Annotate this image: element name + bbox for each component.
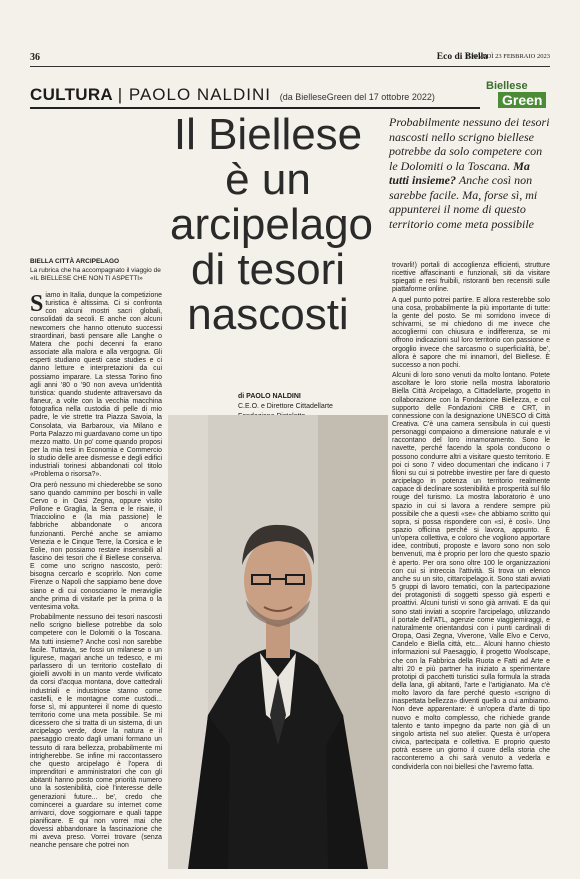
author-photo [168,415,388,869]
section-rule [30,107,480,109]
paragraph: Ora però nessuno mi chiederebbe se sono sano quando cammino per boschi in valle Cervo o in Oasi Zegna, oppure visito Pollone e Graglia, la Serra e le risaie, il Triacciolino e (la mia passione) le fabbriche abbandonate o ancora funzionanti. Perché anche se amiamo Venezia e le Cinque Terre, la Corsica e le Eolie, non possiamo restare insensibili al fascino dei tesori che il Biellese conserva. E come uno scrigno nascosto, però: bisogna cercarlo e scoprirlo. Non come Firenze o Napoli che sappiamo bene dove siano e di cui conosciamo le meraviglie anche prima di visitarle per la prima o la ventesima volta. [30,481,162,611]
paragraph: Probabilmente nessuno dei tesori nascosti nello scrigno biellese potrebbe da solo competere con le Dolomiti o la Toscana. Ma tutti insieme? Anche così non sarebbe facile. Tuttavia, se fossi un milanese o un ligurese, magari anche un tedesco, e mi parlassero di un territorio costellato di gioielli avvolti in un manto verde vivificato da corsi d'acqua montana, dove cattedrali industriali e industriose stanno come castelli, e le montagne come custodi... forse sì, mi appunterei il nome di questo territorio come una meta possibile. Se mi dicessero che si tratta di un sistema, di un arcipelago verde, dove la natura e il paesaggio creato dagli umani formano un tessuto di rara bellezza, probabilmente mi intrigherebbe. Se infine mi raccontassero che questo arcipelago è l'opera di imprenditori e amministratori che con gli abitanti hanno posto come priorità numero uno la sostenibilità, cioè l'interesse delle generazioni future... be', credo che comincerei a guardare su internet come arrivarci, dove soggiornare e quali tappe pianificare. E qui non vorrei mai che dovessi abbandonare la fascinazione che mi aveva preso. Vorrei trovare (senza neanche pensare che potrei non [30,614,162,850]
caption-title: BIELLA CITTÀ ARCIPELAGO [30,258,120,265]
caption-text: La rubrica che ha accompagnato il viaggio de «IL BIELLESE CHE NON TI ASPETTI» [30,266,161,282]
byline-role: C.E.O. e Direttore Cittadellarte [238,403,333,410]
byline-author: di PAOLO NALDINI [238,393,301,400]
logo-line-1: Biellese [486,80,528,92]
logo-line-2: Green [498,92,546,108]
article-intro [389,115,551,231]
page-header [30,52,550,66]
article-column-3 [392,262,550,867]
issue-date: GIOVEDÌ 23 FEBBRAIO 2023 [466,53,550,60]
section-source: (da BielleseGreen del 17 ottobre 2022) [279,92,435,102]
intro-text: Probabilmente nessuno dei tesori nascosti nello scrigno biellese potrebbe da solo competere con le Dolomiti o la Toscana. [389,115,550,173]
section-name: CULTURA [30,85,113,104]
paragraph: trovarli!) portali di accoglienza efficienti, strutture ricettive affascinanti e funzionali, siti da visitare spiegati e resi fruibili, ristoranti ben recensiti sulle piattaforme online. [392,262,550,294]
biellese-green-logo [486,80,552,110]
section-heading: CULTURA | PAOLO NALDINI (da BielleseGreen del 17 ottobre 2022) [30,85,435,104]
article-column-1 [30,291,162,850]
publication-name: Eco di Biella [436,52,488,62]
drop-cap: S [30,291,44,317]
paragraph: A quel punto potrei partire. E allora resterebbe solo una cosa, probabilmente la più importante di tutte: la gente del posto. Se mi sorridono invece di schivarmi, se mi chiedono di me invece che accogliermi con chiusura e indifferenza, se mi offrono indicazioni sul loro territorio con passione e orgoglio invece che sarcasmo o superficialità, be', allora è sapore che mi innamorì, del Biellese. È successo a non pochi. [392,296,550,369]
page-number: 36 [30,52,40,63]
section-author: PAOLO NALDINI [128,85,271,104]
paragraph: Alcuni di loro sono venuti da molto lontano. Potete ascoltare le loro storie nella mostra laboratorio Biella Città Arcipelago, a Cittadellarte, progetto in collaborazione con la Fondazione Biellezza, e col supporto delle Fondazioni CRB e CRT, in connessione con la designazione UNESCO di Città Creativa. C'è una camera sensibula in cui questi personaggi compaiono a dimensione naturale e vi raccontano del loro innamoramento. Sono le navette, perché facendo la spola conducono o possono condurre altri a visitare questo territorio. E poi ci sono 7 video documentari che indicano i 7 filoni su cui si potrebbe investire per fare di questo arcipelago in potenza un territorio realmente capace di declinare sostenibilità e prosperità sul filo rouge del turismo. La mostra laboratorio è uno spazio in cui si lavora a rendere sempre più possibile che a questi «se» che abbiamo scritto qui sopra, si possa rispondere con «sì, è così». Uno spazio officina perché si lavora, appunto. È un'opera collettiva, e coloro che vogliono apportare idee, contributi, proposte e lavoro sono non solo benvenuti, ma è proprio per loro che questo spazio è aperto. Per ora sono oltre 100 le organizzazioni con cui si intreccia l'attività. Si trova un elenco anche su un sito, cittarcipelago.it. Sono stati avviati 5 gruppi di lavoro tematici, con la partecipazione dei protagonisti di soggetti spesso già esperti e proattivi. Alcuni turisti vi sono già arrivati. E da qui sono stati inviati a scoprire l'arcipelago, utilizzando il portale dell'ATL, agenzie come viaggiemiraggi, e naturalmente orientandosi con i punti cardinali di Oropa, Oasi Zegna, Viverone, Valle Elvo e Cervo, Candelo e Biella città, etc... Alcuni hanno chiesto informazioni sul Paesaggio, il progetto Woolscape, che con la Fabbrica della Ruota e Fatti ad Arte e altri 20 e più partner ha iniziato a sperimentare prototipi di pacchetti turistici sulla formula la strada della lana, gli abitanti, l'arte e l'artigianato. Ma c'è molto lavoro da fare perché questo «scrigno di inaspettata bellezza» diventi quello a cui ambiamo. Non deve apparentare: è un'opera d'arte di tipo nuovo e molto complesso, che richiede grande talento e tanto impegno da parte non già di un singolo artista nel suo atelier. Questa è un'opera civica, partecipata e collettiva. E proprio questo potrà essere un giorno il cuore della storia che racconteremo a chi sarà venuto a vederla e condividerla con noi biellesi che l'avremo fatta. [392,372,550,771]
header-rule [30,66,550,67]
portrait-illustration [168,415,388,869]
paragraph: Siamo in Italia, dunque la competizione turistica è altissima. Ci si confronta con alcuni mostri sacri globali, consolidati da secoli. E anche con alcuni newcomers che hanno ottenuto successi straordinari, basti pensare alle Langhe o Matera che pochi decenni fa erano associate alla malora e alla vergogna. Gli esperti studiano questi case studies e ci danno letture e interpretazioni da cui possiamo imparare. La stessa Torino fino agli anni '80 o '90 non aveva un'identità turistica: quando studente attraversavo da flaneur, a volte con la vecchia macchina fotografica nella custodia di pelle di mio padre, le vie strette tra Piazza Savoia, la Consolata, via Barbaroux, via Milano e Porta Palazzo mi guardavano come un tipo mezzo matto. Un po' come quando proposi per la mia tesi in Economia e Commercio lo studio delle aree dismesse e degli edifici industriali torinesi abbandonati col titolo «Problema o risorsa?». [30,291,162,479]
intro-bold: Ma tutti insieme? [389,158,530,187]
intro-text-2: Anche così non sarebbe facile. Ma, forse sì, mi appunterei il nome di questo territorio come meta possibile [389,173,538,231]
rubric-caption [30,258,165,284]
article-headline: Il Biellese è un arcipelago di tesori nascosti [170,110,374,339]
